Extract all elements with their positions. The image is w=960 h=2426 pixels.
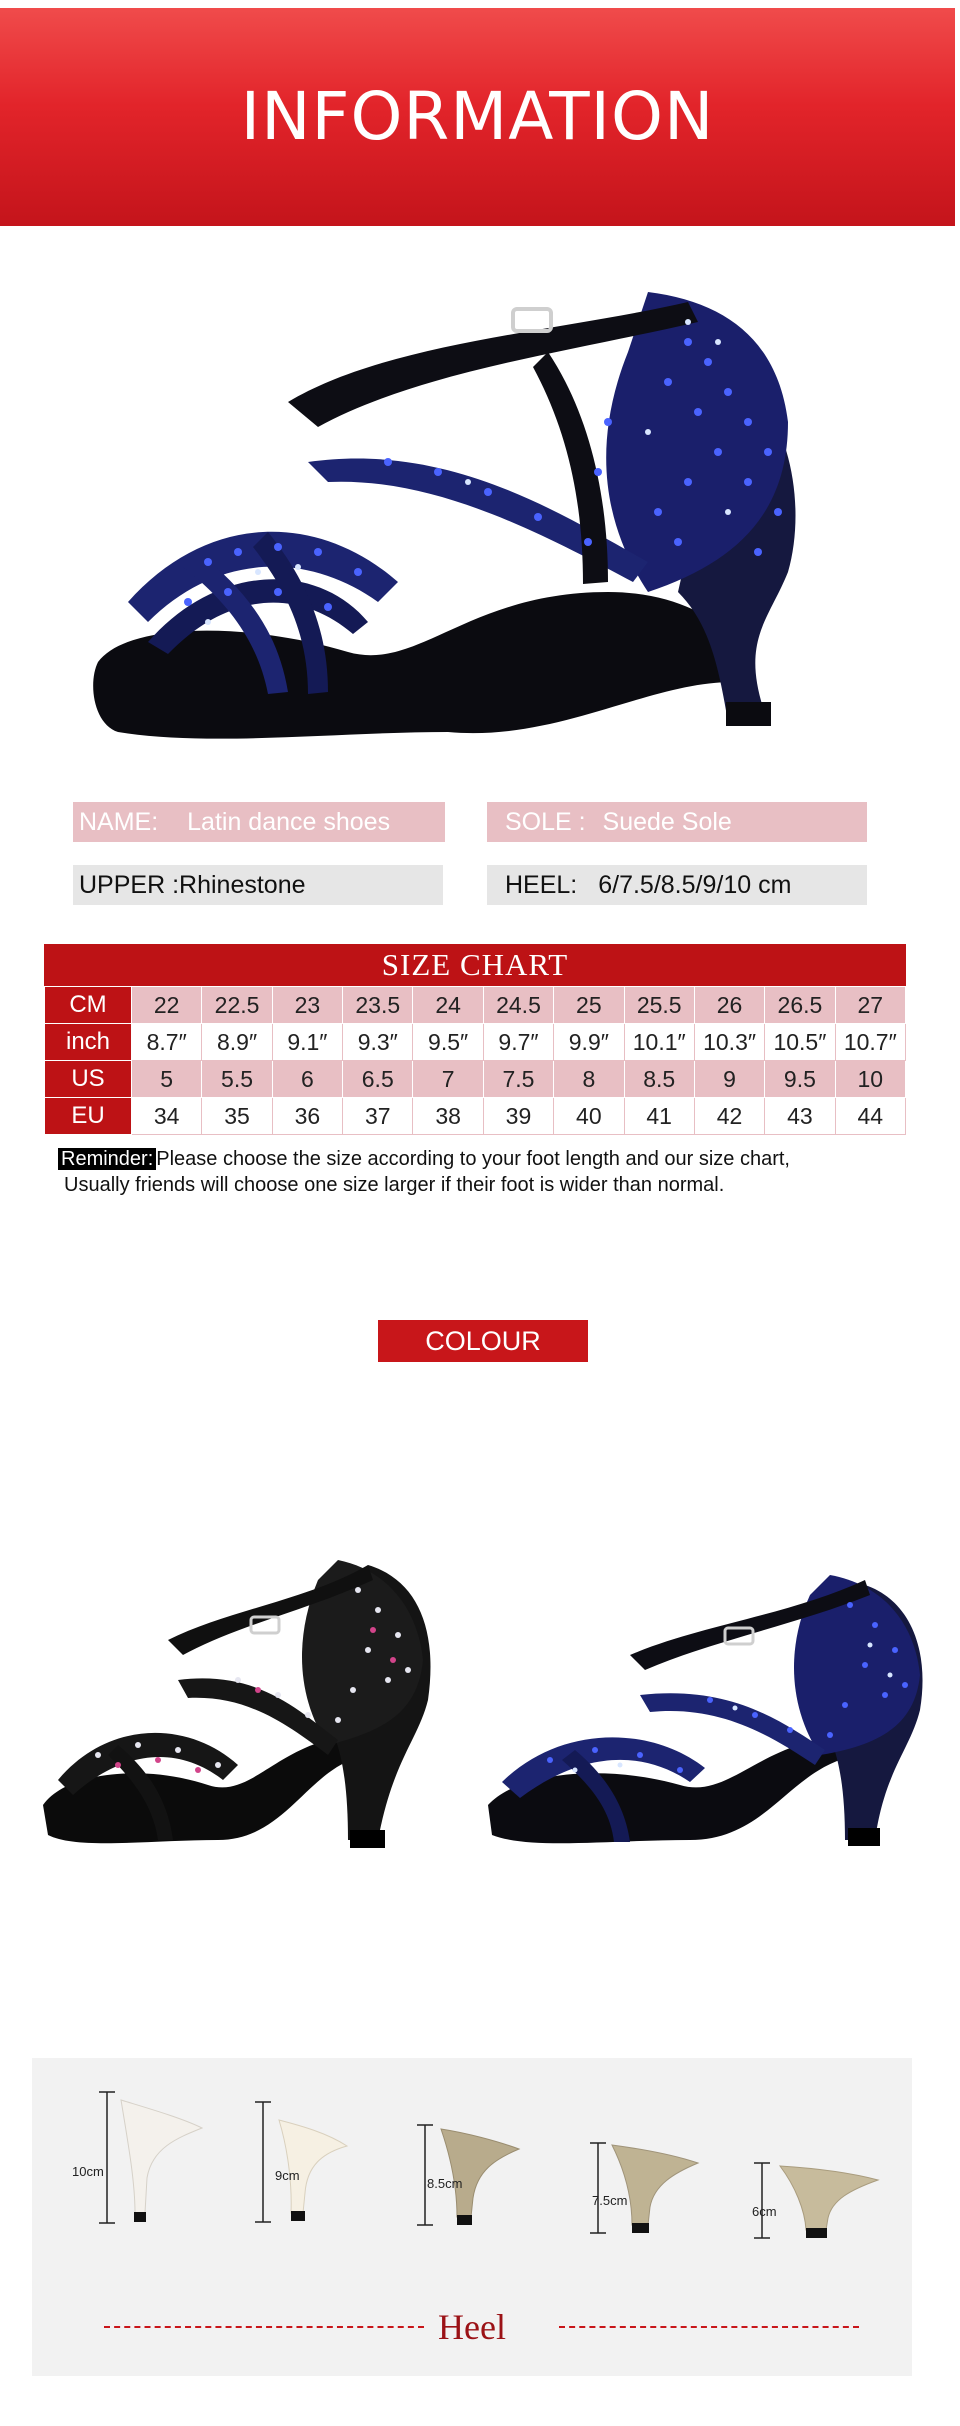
size-chart-row (45, 1098, 906, 1135)
spec-heel (487, 865, 867, 905)
heel-option-7-5cm (582, 2133, 712, 2243)
heel-label-8-5cm: 8.5cm (427, 2176, 463, 2191)
size-chart-cell: 9.1″ (272, 1024, 342, 1061)
size-chart-cell: 23 (272, 987, 342, 1024)
size-chart-cell: 10 (835, 1061, 905, 1098)
size-chart-cell: 41 (624, 1098, 694, 1135)
spec-heel-value: 6/7.5/8.5/9/10 cm (598, 871, 792, 899)
size-chart-cell: 6 (272, 1061, 342, 1098)
spec-name-value: Latin dance shoes (187, 808, 391, 836)
size-chart-cell: 38 (413, 1098, 483, 1135)
size-chart-cell: 8.5 (624, 1061, 694, 1098)
size-chart-row (45, 987, 906, 1024)
size-chart-cell: 8.7″ (132, 1024, 202, 1061)
size-chart-cell: 25 (554, 987, 624, 1024)
spec-upper-value: Rhinestone (179, 871, 306, 899)
header-banner (0, 8, 955, 226)
heel-option-8-5cm (407, 2113, 537, 2233)
size-chart-cell: 35 (202, 1098, 272, 1135)
heel-title: Heel (438, 2307, 506, 2347)
size-chart-cell: 10.7″ (835, 1024, 905, 1061)
size-chart-title: SIZE CHART (44, 944, 906, 986)
size-chart-cell: 24.5 (483, 987, 553, 1024)
size-chart-cell: 9 (694, 1061, 764, 1098)
size-chart-cell: 22 (132, 987, 202, 1024)
spec-name (73, 802, 445, 842)
size-chart-cell: 8 (554, 1061, 624, 1098)
size-chart-row (45, 1061, 906, 1098)
size-chart-cell: 40 (554, 1098, 624, 1135)
colour-variant-black[interactable] (38, 1540, 448, 1875)
size-chart-cell: 5.5 (202, 1061, 272, 1098)
spec-upper (73, 865, 443, 905)
reminder-tag: Reminder: (58, 1148, 156, 1170)
size-chart-cell: 37 (343, 1098, 413, 1135)
spec-sole (487, 802, 867, 842)
size-chart-cell: 36 (272, 1098, 342, 1135)
spec-upper-label: UPPER : (79, 871, 180, 899)
reminder-line-2: Usually friends will choose one size larger if their foot is wider than normal. (64, 1174, 725, 1196)
size-chart-cell: 6.5 (343, 1061, 413, 1098)
size-chart-cell: 10.3″ (694, 1024, 764, 1061)
size-chart-cell: 10.1″ (624, 1024, 694, 1061)
spec-sole-label: SOLE : (505, 808, 586, 836)
size-chart-cell: 44 (835, 1098, 905, 1135)
size-chart-cell: 5 (132, 1061, 202, 1098)
size-chart-cell: 9.9″ (554, 1024, 624, 1061)
size-chart-row-label: inch (45, 1024, 132, 1061)
colour-variant-blue[interactable] (480, 1560, 940, 1875)
size-chart-cell: 10.5″ (765, 1024, 835, 1061)
size-chart-cell: 39 (483, 1098, 553, 1135)
page-title: INFORMATION (240, 78, 715, 155)
size-chart-cell: 9.5 (765, 1061, 835, 1098)
heel-option-9cm (247, 2098, 377, 2228)
heel-option-10cm (87, 2088, 227, 2228)
reminder-line-1: Please choose the size according to your foot length and our size chart, (156, 1148, 790, 1170)
heel-label-10cm: 10cm (72, 2164, 104, 2179)
size-chart-cell: 34 (132, 1098, 202, 1135)
spec-heel-label: HEEL: (505, 871, 578, 899)
size-chart-cell: 43 (765, 1098, 835, 1135)
size-chart-cell: 9.5″ (413, 1024, 483, 1061)
spec-name-label: NAME: (79, 808, 159, 836)
size-chart-cell: 9.3″ (343, 1024, 413, 1061)
size-chart-row-label: US (45, 1061, 132, 1098)
size-chart-cell: 7 (413, 1061, 483, 1098)
product-image-blue (88, 262, 828, 762)
reminder-note (58, 1146, 938, 1198)
size-chart-cell: 23.5 (343, 987, 413, 1024)
size-chart-cell: 27 (835, 987, 905, 1024)
heel-label-6cm: 6cm (752, 2204, 777, 2219)
spec-sole-value: Suede Sole (602, 808, 732, 836)
size-chart-row-label: EU (45, 1098, 132, 1135)
heel-label-9cm: 9cm (275, 2168, 300, 2183)
size-chart-cell: 25.5 (624, 987, 694, 1024)
size-chart-row (45, 1024, 906, 1061)
size-chart-table (44, 986, 906, 1135)
heel-option-6cm (750, 2158, 890, 2248)
size-chart-cell: 24 (413, 987, 483, 1024)
heel-height-panel (32, 2058, 912, 2376)
size-chart-cell: 7.5 (483, 1061, 553, 1098)
size-chart-row-label: CM (45, 987, 132, 1024)
size-chart-cell: 22.5 (202, 987, 272, 1024)
size-chart-cell: 42 (694, 1098, 764, 1135)
heel-label-7-5cm: 7.5cm (592, 2193, 628, 2208)
size-chart-cell: 26.5 (765, 987, 835, 1024)
size-chart-cell: 9.7″ (483, 1024, 553, 1061)
colour-heading: COLOUR (378, 1320, 588, 1362)
size-chart-cell: 26 (694, 987, 764, 1024)
size-chart-cell: 8.9″ (202, 1024, 272, 1061)
size-chart (44, 944, 906, 1135)
